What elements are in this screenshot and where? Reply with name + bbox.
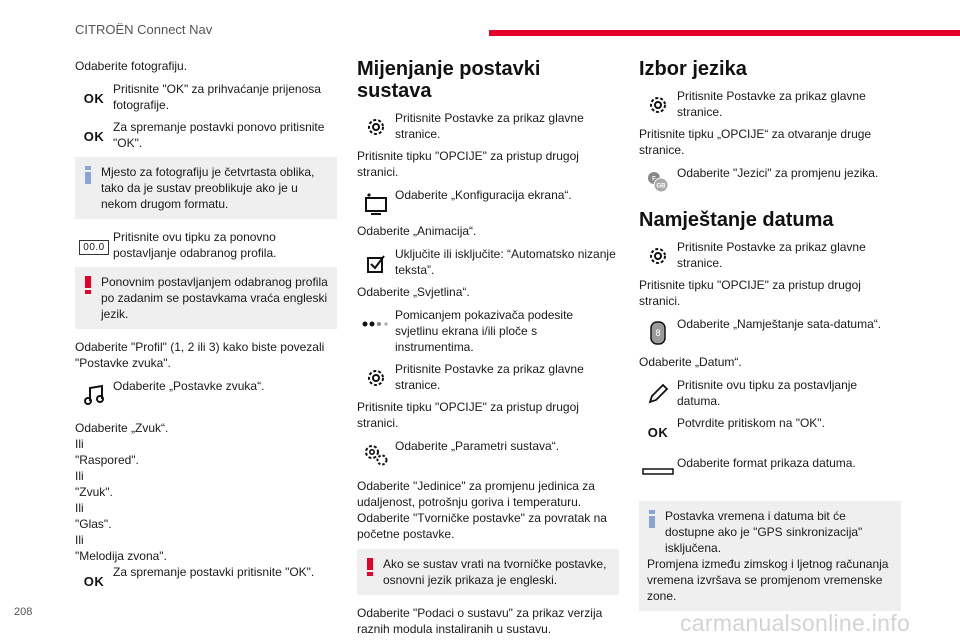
step-text: Pomicanjem pokazivača podesite svjetlinu ekrana i/ili ploče s instrumentima.: [395, 308, 574, 354]
choice-line: Ili: [75, 501, 84, 515]
choice-line: Odaberite „Zvuk“.: [75, 421, 169, 435]
format-bar-icon: [642, 468, 674, 476]
brightness-dots-icon: [362, 319, 390, 329]
step-settings: [639, 88, 901, 120]
screen-brightness-icon: [363, 192, 389, 216]
choice-list: [75, 420, 337, 564]
ok-icon: OK: [83, 128, 105, 144]
warning-icon: [367, 558, 373, 580]
note-text: Postavka vremena i datuma bit će dostupne ako je "GPS sinkronizacija" isključena.: [665, 509, 863, 555]
step-clock-date: [639, 316, 901, 346]
step-brightness: [357, 307, 619, 355]
header-accent-bar: [489, 30, 960, 36]
step-settings-2: [639, 239, 901, 271]
step-text: Odaberite format prikaza datuma.: [677, 456, 856, 470]
step-ok-save: [75, 119, 337, 151]
lang-bottom-label: GB: [656, 183, 666, 190]
step-text: Pritisnite Postavke za prikaz glavne stranice.: [395, 111, 584, 141]
info-icon: [649, 510, 655, 532]
step-text: Potvrdite pritiskom na "OK".: [677, 416, 825, 430]
warning-note: [357, 549, 619, 595]
choice-line: "Zvuk".: [75, 485, 113, 499]
step-settings: [357, 110, 619, 142]
section-title: Mijenjanje postavki sustava: [357, 58, 541, 102]
pencil-icon: [647, 383, 669, 405]
step-settings-2: [357, 361, 619, 393]
running-header: CITROËN Connect Nav: [75, 22, 213, 37]
section-title: Namještanje datuma: [639, 209, 834, 231]
paragraph: Odaberite „Svjetlina“.: [357, 285, 470, 299]
paragraph: Pritisnite tipku "OPCIJE" za pristup drugoj stranici.: [357, 400, 579, 430]
gears-icon: [363, 443, 389, 467]
step-edit-date: [639, 377, 901, 409]
language-flag-icon: [645, 170, 671, 194]
ok-icon: OK: [83, 90, 105, 106]
step-text: Odaberite „Konfiguracija ekrana“.: [395, 188, 572, 202]
column-2: [357, 58, 619, 644]
step-system-params: [357, 438, 619, 468]
paragraph-intro: Odaberite fotografiju.: [75, 59, 188, 73]
note-text: Promjena između zimskog i ljetnog računanja vremena izvršava se promjenom vremenske zone.: [647, 557, 889, 603]
step-text: Pritisnite Postavke za prikaz glavne stranice.: [677, 89, 866, 119]
gear-icon: [647, 94, 669, 116]
step-languages: [639, 165, 901, 195]
choice-line: "Raspored".: [75, 453, 139, 467]
info-note: [75, 157, 337, 219]
watermark: carmanualsonline.info: [680, 610, 911, 636]
step-text: Za spremanje postavki ponovo pritisnite "OK".: [113, 120, 325, 150]
step-screen-config: [357, 187, 619, 217]
paragraph: Odaberite „Datum“.: [639, 355, 742, 369]
page-number: 208: [14, 606, 33, 618]
step-text: Odaberite „Postavke zvuka“.: [113, 379, 265, 393]
step-text: Pritisnite "OK" za prihvaćanje prijenosa fotografije.: [113, 82, 321, 112]
step-text: Odaberite „Parametri sustava“.: [395, 439, 560, 453]
section-title: Izbor jezika: [639, 58, 747, 80]
reset-button-icon: 00.0: [79, 240, 108, 255]
step-text: Pritisnite ovu tipku za ponovno postavljanje odabranog profila.: [113, 230, 277, 260]
step-text: Odaberite „Namještanje sata-datuma“.: [677, 317, 882, 331]
column-1: [75, 58, 337, 600]
warning-icon: [85, 276, 91, 298]
note-text: Ako se sustav vrati na tvorničke postavke, osnovni jezik prikaza je engleski.: [383, 557, 607, 587]
step-ok-accept: [75, 81, 337, 113]
warning-note: [75, 267, 337, 329]
paragraph: Odaberite "Podaci o sustavu" za prikaz verzija raznih modula instaliranih u sustavu.: [357, 606, 603, 636]
paragraph-profile: Odaberite "Profil" (1, 2 ili 3) kako biste povezali "Postavke zvuka".: [75, 340, 325, 370]
choice-line: Ili: [75, 469, 84, 483]
step-reset: [75, 229, 337, 261]
music-note-icon: [82, 383, 106, 407]
choice-line: "Melodija zvona".: [75, 549, 167, 563]
step-text: Pritisnite Postavke za prikaz glavne stranice.: [677, 240, 866, 270]
choice-line: "Glas".: [75, 517, 112, 531]
paragraph: Pritisnite tipku "OPCIJE" za pristup drugoj stranici.: [639, 278, 861, 308]
checkbox-icon: [365, 252, 387, 274]
paragraph: Pritisnite tipku „OPCIJE“ za otvaranje druge stranice.: [639, 127, 872, 157]
paragraph: Odaberite "Jedinice" za promjenu jedinica za udaljenost, potrošnju goriva i temperaturu. Odaberite "Tvorničke postavke" za povratak na početne postavke.: [357, 479, 607, 541]
step-text: Uključite ili isključite: “Automatsko nizanje teksta”.: [395, 247, 616, 277]
step-text: Pritisnite ovu tipku za postavljanje datuma.: [677, 378, 858, 408]
step-text: Pritisnite Postavke za prikaz glavne stranice.: [395, 362, 584, 392]
svg-text:8: 8: [655, 328, 661, 338]
step-date-format: [639, 455, 901, 485]
gear-icon: [365, 116, 387, 138]
choice-line: Ili: [75, 533, 84, 547]
step-text: Za spremanje postavki pritisnite "OK".: [113, 565, 315, 579]
step-text-scroll: [357, 246, 619, 278]
gear-icon: [647, 245, 669, 267]
note-text: Mjesto za fotografiju je četvrtasta oblika, tako da je sustav preoblikuje ako je u nekom drugom formatu.: [101, 165, 315, 211]
column-3: [639, 58, 901, 621]
paragraph: Odaberite „Animacija“.: [357, 224, 477, 238]
note-text: Ponovnim postavljanjem odabranog profila po zadanim se postavkama vraća engleski jezik.: [101, 275, 328, 321]
info-icon: [85, 166, 91, 188]
info-note: [639, 501, 901, 611]
lang-top-label: F: [652, 176, 656, 183]
ok-icon: OK: [83, 573, 105, 589]
gear-icon: [365, 367, 387, 389]
step-ok-save-final: [75, 564, 337, 594]
paragraph: Pritisnite tipku "OPCIJE" za pristup drugoj stranici.: [357, 149, 579, 179]
ok-icon: OK: [647, 424, 669, 440]
step-ok-confirm: [639, 415, 901, 445]
choice-line: Ili: [75, 437, 84, 451]
clock-date-icon: [647, 320, 669, 346]
step-text: Odaberite "Jezici" za promjenu jezika.: [677, 166, 879, 180]
step-sound-settings: [75, 378, 337, 408]
